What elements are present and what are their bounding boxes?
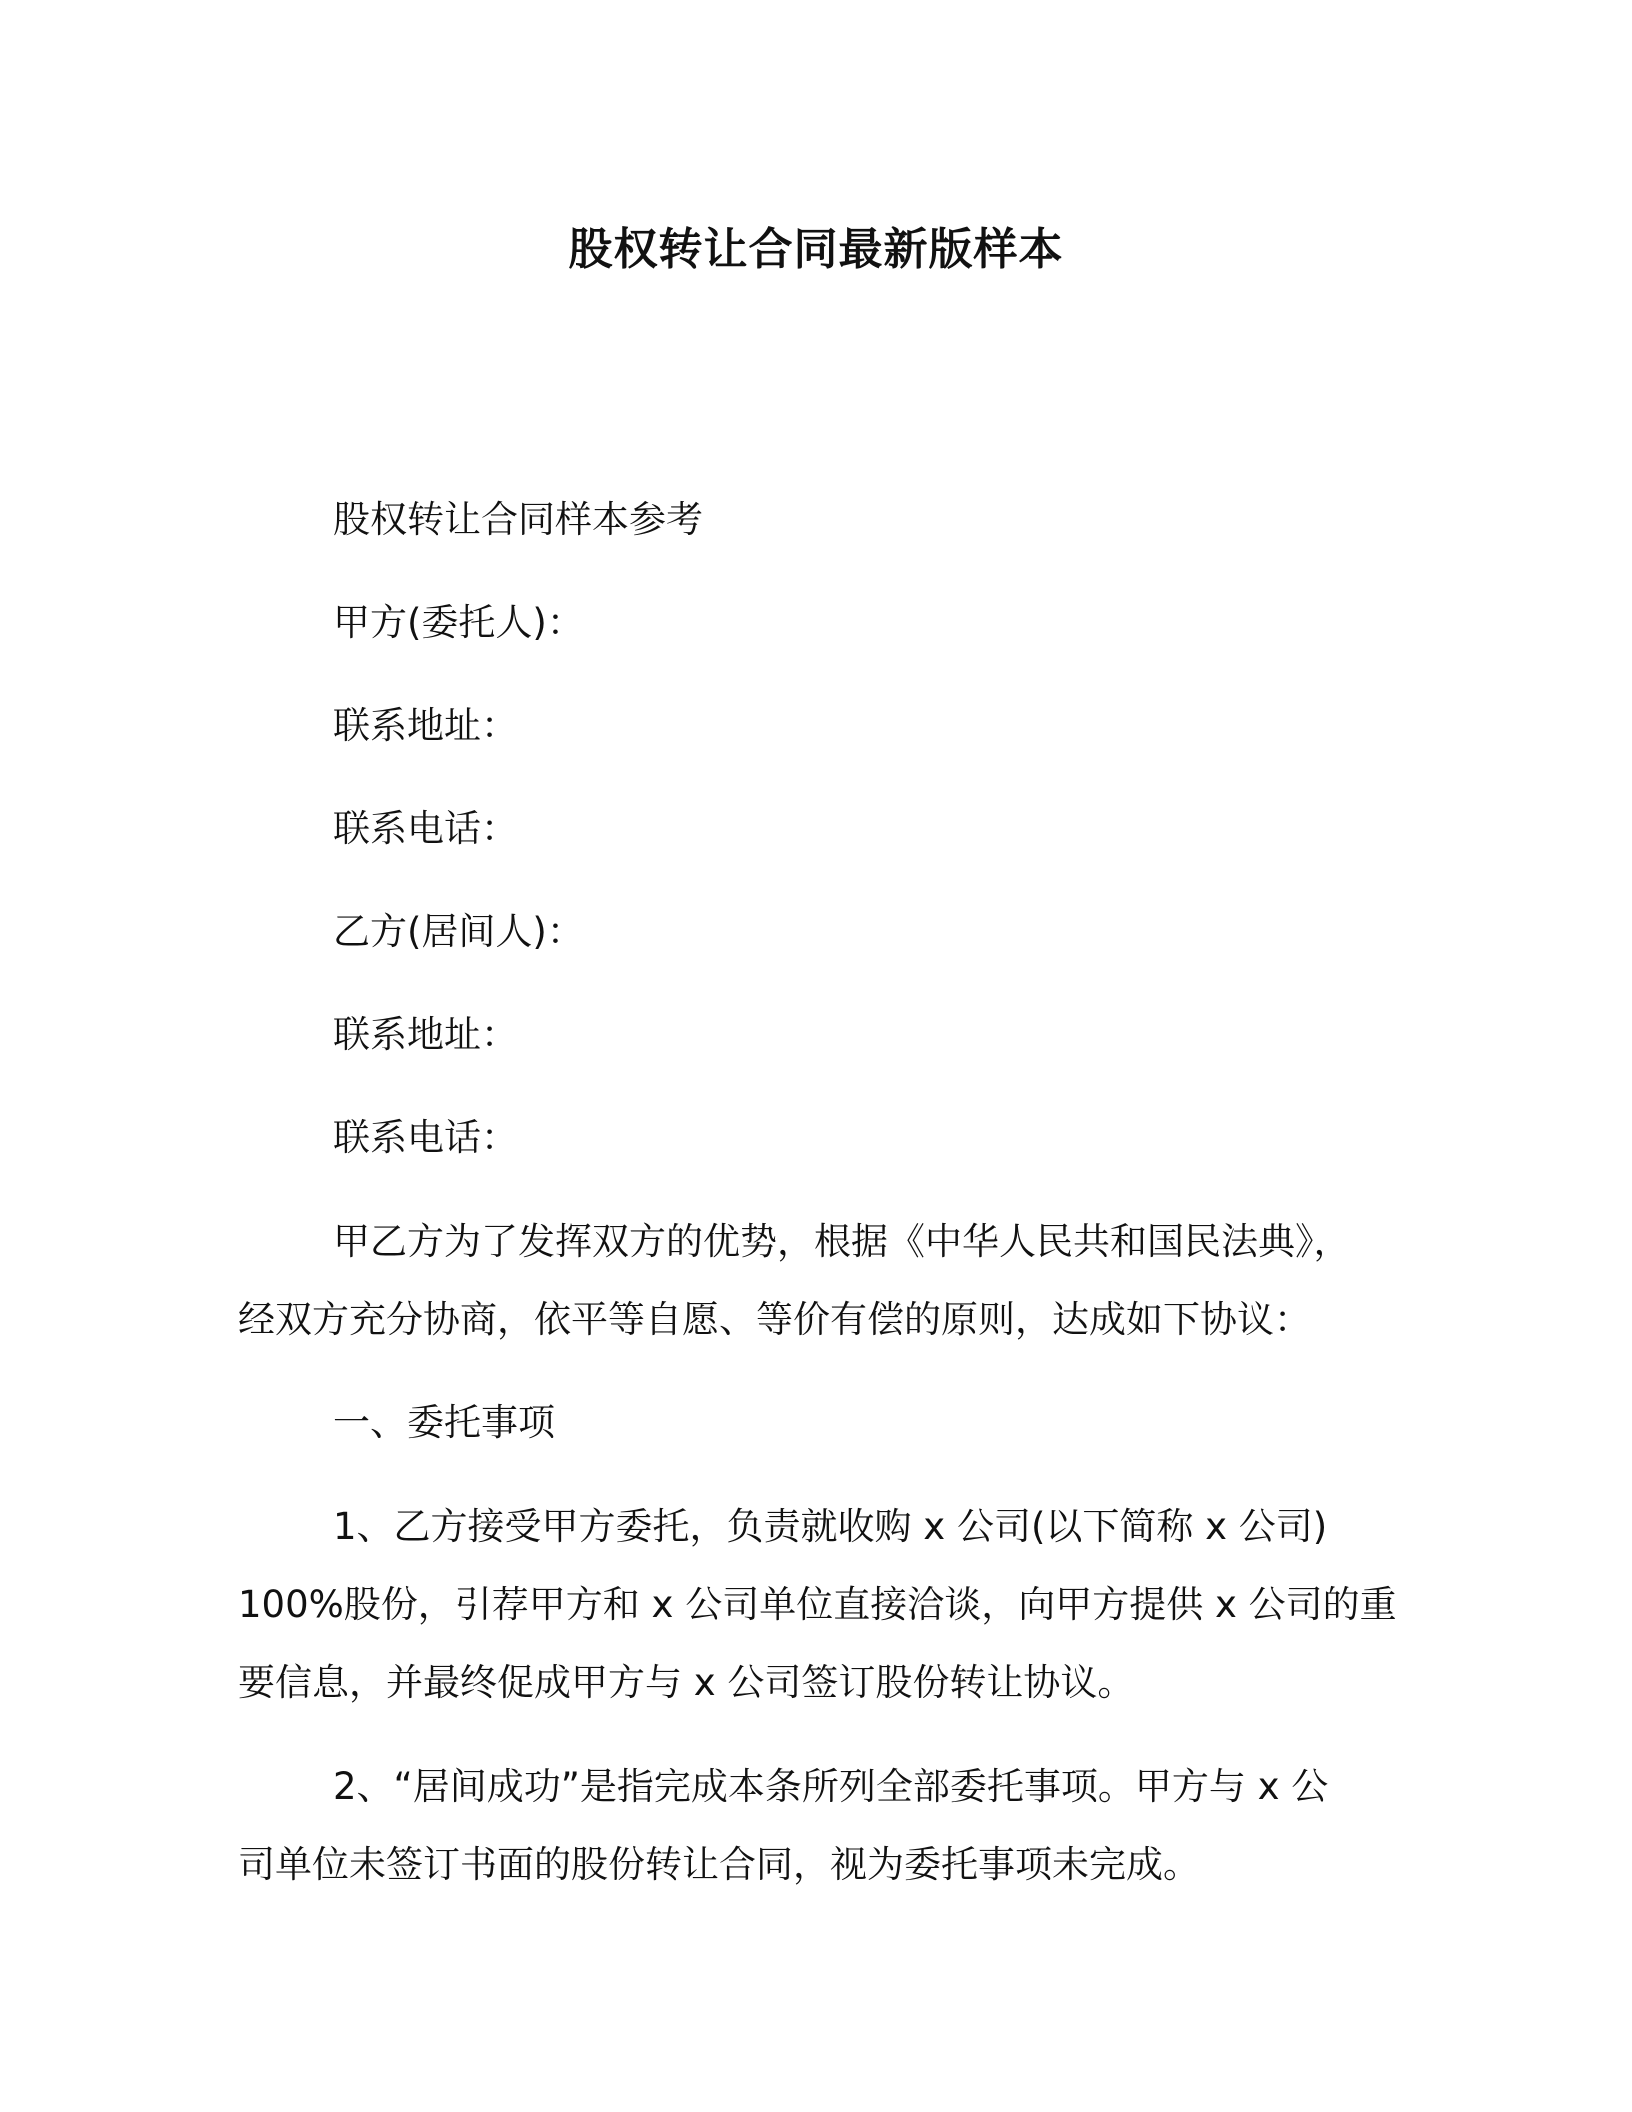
party-b-label: 乙方(居间人)： (333, 910, 584, 953)
preamble-line-1: 甲乙方为了发挥双方的优势，根据《中华人民共和国民法典》， (333, 1220, 1351, 1263)
clause-2-line-1: 2、“居间成功”是指完成本条所列全部委托事项。甲方与 x 公 (333, 1765, 1329, 1808)
party-b-address-label: 联系地址： (333, 1013, 518, 1056)
document-title: 股权转让合同最新版样本 (568, 224, 1064, 275)
document-subtitle: 股权转让合同样本参考 (333, 498, 703, 541)
clause-1-line-2: 100%股份，引荐甲方和 x 公司单位直接洽谈，向甲方提供 x 公司的重 (238, 1583, 1397, 1626)
party-a-phone-label: 联系电话： (333, 807, 518, 850)
preamble-line-2: 经双方充分协商，依平等自愿、等价有偿的原则，达成如下协议： (238, 1298, 1311, 1341)
section-1-heading: 一、委托事项 (333, 1401, 555, 1444)
clause-2-line-2: 司单位未签订书面的股份转让合同，视为委托事项未完成。 (238, 1843, 1200, 1886)
party-b-phone-label: 联系电话： (333, 1116, 518, 1159)
party-a-address-label: 联系地址： (333, 704, 518, 747)
clause-1-line-3: 要信息，并最终促成甲方与 x 公司签订股份转让协议。 (238, 1661, 1135, 1704)
party-a-label: 甲方(委托人)： (333, 601, 584, 644)
clause-1-line-1: 1、乙方接受甲方委托，负责就收购 x 公司(以下简称 x 公司) (333, 1505, 1328, 1548)
